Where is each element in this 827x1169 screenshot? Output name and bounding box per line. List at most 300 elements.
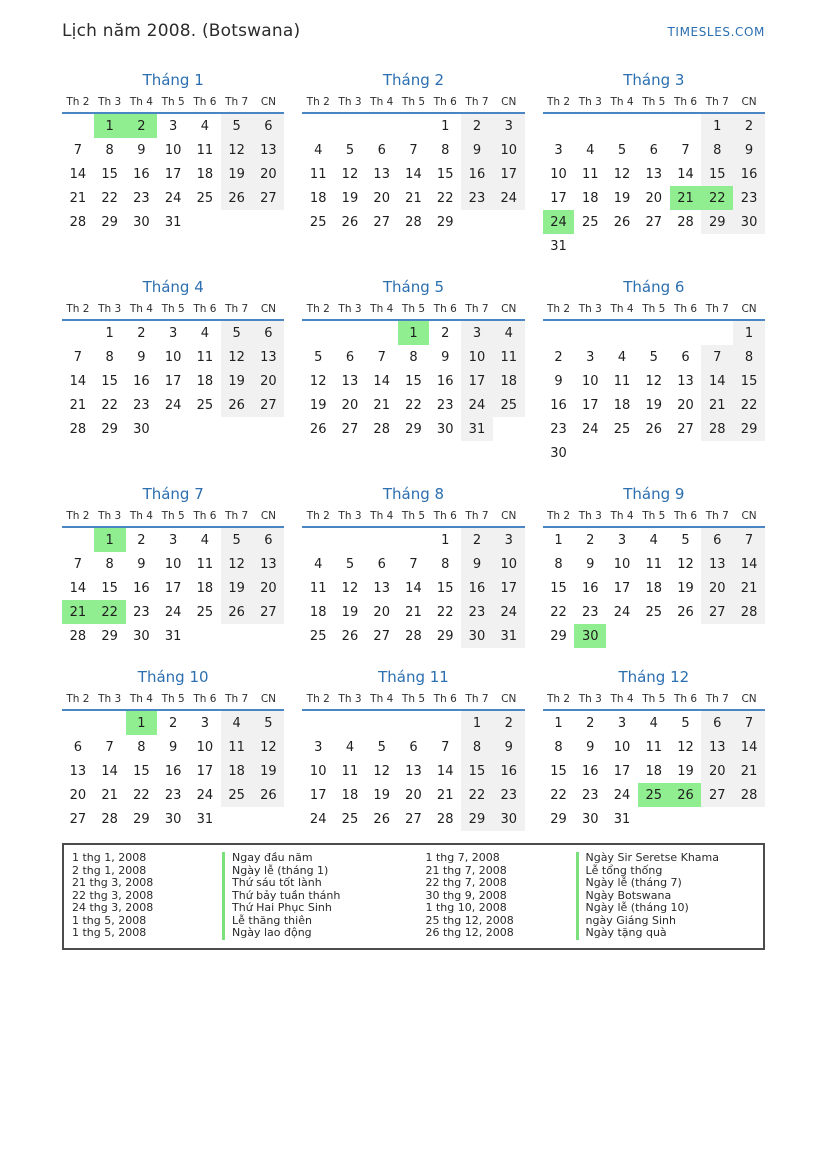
holiday-date: 24 thg 3, 2008 (72, 901, 154, 914)
day-cell: 11 (613, 373, 631, 389)
day-cell: 3 (168, 532, 178, 548)
day-cell: 19 (221, 369, 253, 393)
weekday-header: Th 2 (302, 510, 334, 527)
day-cell: 1 (461, 710, 493, 735)
weekday-header: Th 4 (606, 303, 638, 320)
day-cell: 6 (253, 527, 285, 552)
day-cell: 18 (341, 787, 359, 803)
empty-cell (429, 710, 461, 735)
day-cell: 18 (196, 373, 214, 389)
day-cell: 22 (436, 604, 454, 620)
day-cell: 3 (461, 320, 493, 345)
month-12 (543, 668, 765, 831)
weekday-header: Th 6 (189, 303, 221, 320)
holiday-item (426, 852, 756, 865)
day-cell: 22 (405, 397, 422, 413)
weekday-header: Th 5 (398, 303, 430, 320)
day-cell: 23 (493, 783, 525, 807)
empty-cell (574, 234, 606, 258)
month-8 (302, 485, 524, 648)
weekday-header: Th 5 (157, 693, 189, 710)
day-cell: 2 (461, 527, 493, 552)
month-title: Tháng 8 (382, 485, 445, 503)
day-cell: 18 (221, 759, 253, 783)
day-cell: 27 (701, 600, 733, 624)
day-cell: 12 (221, 138, 253, 162)
day-cell: 24 (493, 600, 525, 624)
day-cell: 15 (133, 763, 150, 779)
day-cell: 20 (69, 787, 87, 803)
day-cell: 27 (645, 214, 663, 230)
weekday-header: Th 3 (94, 510, 126, 527)
day-cell: 21 (62, 600, 94, 624)
day-cell: 25 (221, 783, 253, 807)
day-cell: 13 (701, 552, 733, 576)
weekday-header: Th 5 (157, 510, 189, 527)
day-cell: 9 (733, 138, 765, 162)
month-2 (302, 71, 524, 234)
empty-cell (366, 710, 398, 735)
day-cell: 19 (645, 397, 663, 413)
day-cell: 14 (373, 373, 390, 389)
empty-cell (638, 320, 670, 345)
month-title: Tháng 4 (142, 278, 204, 296)
empty-cell (62, 710, 94, 735)
day-cell: 1 (105, 325, 114, 341)
day-cell: 27 (253, 600, 285, 624)
weekday-header: Th 5 (398, 510, 430, 527)
weekday-header: Th 7 (701, 693, 733, 710)
weekday-header: Th 7 (701, 303, 733, 320)
day-cell: 31 (550, 238, 567, 254)
empty-cell (638, 234, 670, 258)
day-cell: 11 (493, 345, 525, 369)
day-cell: 24 (309, 811, 327, 827)
day-cell: 28 (436, 811, 454, 827)
day-cell: 4 (345, 739, 355, 755)
day-cell: 26 (341, 628, 359, 644)
day-cell: 17 (613, 763, 631, 779)
holiday-date: 25 thg 12, 2008 (425, 913, 514, 927)
day-cell: 11 (196, 142, 214, 158)
day-cell: 12 (221, 345, 253, 369)
day-cell: 23 (461, 600, 493, 624)
empty-cell (670, 113, 702, 138)
day-cell: 14 (69, 373, 87, 389)
day-cell: 20 (253, 369, 285, 393)
day-cell: 11 (645, 739, 663, 755)
day-cell: 15 (405, 373, 422, 389)
day-cell: 8 (733, 345, 765, 369)
empty-cell (334, 113, 366, 138)
day-cell: 27 (69, 811, 87, 827)
day-cell: 25 (638, 783, 670, 807)
day-cell: 5 (221, 320, 253, 345)
weekday-header: Th 3 (334, 96, 366, 113)
day-cell: 17 (493, 162, 525, 186)
weekday-header: CN (493, 693, 525, 710)
day-cell: 9 (137, 142, 146, 158)
day-cell: 8 (441, 142, 450, 158)
empty-cell (701, 320, 733, 345)
empty-cell (670, 441, 702, 465)
empty-cell (302, 710, 334, 735)
day-cell: 26 (341, 214, 359, 230)
day-cell: 5 (314, 349, 323, 365)
empty-cell (302, 527, 334, 552)
day-cell: 11 (341, 763, 359, 779)
empty-cell (221, 807, 253, 831)
day-cell: 21 (701, 393, 733, 417)
weekday-header: Th 4 (126, 693, 158, 710)
day-cell: 18 (645, 763, 663, 779)
day-cell: 28 (69, 628, 87, 644)
day-cell: 15 (701, 162, 733, 186)
weekday-header: Th 3 (574, 510, 606, 527)
day-cell: 10 (550, 166, 567, 182)
day-cell: 19 (253, 759, 285, 783)
empty-cell (606, 113, 638, 138)
day-cell: 8 (105, 349, 114, 365)
day-cell: 12 (613, 166, 631, 182)
day-cell: 28 (69, 214, 87, 230)
weekday-header: Th 3 (334, 303, 366, 320)
day-cell: 29 (436, 628, 454, 644)
day-cell: 8 (441, 556, 450, 572)
month-table (543, 303, 765, 465)
holiday-item (426, 877, 756, 890)
weekday-header: Th 3 (94, 96, 126, 113)
day-cell: 10 (164, 556, 182, 572)
day-cell: 23 (133, 190, 150, 206)
day-cell: 7 (409, 556, 418, 572)
day-cell: 26 (677, 604, 694, 620)
day-cell: 25 (582, 214, 599, 230)
day-cell: 5 (253, 710, 285, 735)
day-cell: 27 (677, 421, 694, 437)
day-cell: 16 (461, 162, 493, 186)
weekday-header: Th 3 (94, 303, 126, 320)
day-cell: 31 (196, 811, 214, 827)
day-cell: 9 (586, 739, 595, 755)
day-cell: 30 (493, 807, 525, 831)
empty-cell (670, 234, 702, 258)
empty-cell (574, 113, 606, 138)
day-cell: 30 (574, 624, 606, 648)
empty-cell (733, 807, 765, 831)
empty-cell (606, 624, 638, 648)
day-cell: 3 (493, 113, 525, 138)
day-cell: 6 (377, 556, 386, 572)
day-cell: 21 (101, 787, 118, 803)
holiday-date: 1 thg 5, 2008 (72, 913, 147, 927)
day-cell: 14 (405, 166, 422, 182)
day-cell: 9 (441, 349, 450, 365)
day-cell: 6 (701, 710, 733, 735)
day-cell: 13 (405, 763, 422, 779)
weekday-header: Th 4 (366, 693, 398, 710)
day-cell: 23 (550, 421, 567, 437)
day-cell: 7 (73, 142, 83, 158)
month-title: Tháng 1 (142, 71, 204, 89)
day-cell: 30 (733, 210, 765, 234)
day-cell: 10 (493, 138, 525, 162)
day-cell: 8 (554, 739, 563, 755)
weekday-header: Th 3 (334, 693, 366, 710)
month-7 (62, 485, 284, 648)
month-table (62, 96, 284, 234)
weekday-header: Th 2 (62, 96, 94, 113)
day-cell: 26 (253, 783, 285, 807)
holiday-name: Thứ sáu tốt lành (222, 877, 322, 890)
weekday-header: Th 5 (638, 303, 670, 320)
day-cell: 19 (373, 787, 390, 803)
day-cell: 24 (613, 787, 631, 803)
empty-cell (189, 210, 221, 234)
empty-cell (701, 624, 733, 648)
day-cell: 20 (701, 576, 733, 600)
day-cell: 22 (94, 600, 126, 624)
day-cell: 5 (345, 556, 355, 572)
day-cell: 6 (345, 349, 355, 365)
day-cell: 31 (613, 811, 631, 827)
day-cell: 20 (341, 397, 359, 413)
weekday-header: Th 5 (638, 510, 670, 527)
empty-cell (733, 441, 765, 465)
day-cell: 11 (196, 349, 214, 365)
day-cell: 23 (733, 186, 765, 210)
day-cell: 4 (493, 320, 525, 345)
weekday-header: Th 3 (574, 96, 606, 113)
day-cell: 6 (377, 142, 386, 158)
day-cell: 19 (309, 397, 327, 413)
day-cell: 24 (493, 186, 525, 210)
day-cell: 25 (196, 604, 214, 620)
weekday-header: Th 7 (701, 510, 733, 527)
day-cell: 24 (164, 190, 182, 206)
empty-cell (638, 113, 670, 138)
month-title: Tháng 9 (623, 485, 685, 503)
day-cell: 13 (677, 373, 694, 389)
day-cell: 17 (493, 576, 525, 600)
day-cell: 21 (69, 397, 87, 413)
day-cell: 5 (617, 142, 627, 158)
day-cell: 27 (253, 393, 285, 417)
day-cell: 12 (645, 373, 663, 389)
day-cell: 25 (613, 421, 631, 437)
day-cell: 29 (733, 417, 765, 441)
day-cell: 12 (341, 580, 359, 596)
weekday-header: Th 4 (366, 96, 398, 113)
day-cell: 12 (677, 556, 694, 572)
empty-cell (733, 624, 765, 648)
weekday-header: CN (253, 303, 285, 320)
day-cell: 29 (101, 214, 118, 230)
weekday-header: Th 2 (302, 96, 334, 113)
weekday-header: Th 2 (302, 303, 334, 320)
day-cell: 14 (436, 763, 454, 779)
day-cell: 27 (701, 783, 733, 807)
weekday-header: Th 3 (334, 510, 366, 527)
day-cell: 3 (617, 532, 627, 548)
day-cell: 20 (701, 759, 733, 783)
day-cell: 13 (645, 166, 663, 182)
day-cell: 15 (101, 373, 118, 389)
day-cell: 25 (645, 604, 663, 620)
weekday-header: Th 2 (62, 693, 94, 710)
month-3 (543, 71, 765, 258)
day-cell: 27 (373, 214, 390, 230)
empty-cell (334, 710, 366, 735)
day-cell: 21 (69, 190, 87, 206)
day-cell: 26 (613, 214, 631, 230)
day-cell: 27 (253, 186, 285, 210)
day-cell: 1 (441, 532, 450, 548)
day-cell: 31 (164, 214, 182, 230)
day-cell: 7 (733, 710, 765, 735)
holiday-date: 21 thg 7, 2008 (425, 863, 507, 877)
day-cell: 13 (341, 373, 359, 389)
day-cell: 13 (701, 735, 733, 759)
day-cell: 16 (133, 166, 150, 182)
weekday-header: Th 3 (574, 303, 606, 320)
day-cell: 29 (436, 214, 454, 230)
day-cell: 7 (681, 142, 690, 158)
day-cell: 6 (253, 113, 285, 138)
day-cell: 12 (341, 166, 359, 182)
day-cell: 17 (582, 397, 599, 413)
day-cell: 28 (373, 421, 390, 437)
day-cell: 14 (69, 166, 87, 182)
day-cell: 8 (554, 556, 563, 572)
weekday-header: Th 7 (221, 96, 253, 113)
day-cell: 4 (649, 715, 658, 731)
empty-cell (253, 417, 285, 441)
day-cell: 12 (221, 552, 253, 576)
day-cell: 25 (196, 190, 214, 206)
day-cell: 5 (221, 527, 253, 552)
day-cell: 27 (373, 628, 390, 644)
day-cell: 18 (613, 397, 631, 413)
weekday-header: CN (733, 510, 765, 527)
day-cell: 30 (133, 421, 150, 437)
empty-cell (334, 320, 366, 345)
day-cell: 2 (554, 349, 563, 365)
day-cell: 8 (105, 556, 114, 572)
day-cell: 9 (461, 552, 493, 576)
weekday-header: Th 5 (157, 303, 189, 320)
weekday-header: CN (733, 303, 765, 320)
weekday-header: CN (253, 510, 285, 527)
day-cell: 17 (164, 373, 182, 389)
day-cell: 21 (405, 190, 422, 206)
day-cell: 25 (309, 628, 327, 644)
holiday-name: Thứ bảy tuần thánh (222, 890, 340, 903)
day-cell: 4 (314, 142, 323, 158)
day-cell: 16 (493, 759, 525, 783)
weekday-header: Th 7 (461, 96, 493, 113)
month-title: Tháng 10 (137, 668, 209, 686)
weekday-header: Th 2 (543, 96, 575, 113)
holiday-item (72, 852, 402, 865)
weekday-header: CN (253, 693, 285, 710)
weekday-header: Th 2 (543, 693, 575, 710)
day-cell: 8 (105, 142, 114, 158)
day-cell: 14 (677, 166, 694, 182)
day-cell: 24 (164, 604, 182, 620)
day-cell: 22 (133, 787, 150, 803)
day-cell: 18 (582, 190, 599, 206)
day-cell: 4 (200, 532, 210, 548)
day-cell: 10 (613, 556, 631, 572)
day-cell: 2 (168, 715, 178, 731)
month-11 (302, 668, 524, 831)
weekday-header: Th 2 (62, 510, 94, 527)
day-cell: 14 (101, 763, 118, 779)
holiday-date: 1 thg 7, 2008 (425, 851, 500, 864)
month-1 (62, 71, 284, 234)
day-cell: 28 (69, 421, 87, 437)
day-cell: 3 (586, 349, 595, 365)
weekday-header: Th 2 (543, 510, 575, 527)
day-cell: 1 (126, 710, 158, 735)
empty-cell (253, 807, 285, 831)
day-cell: 19 (221, 576, 253, 600)
day-cell: 30 (461, 624, 493, 648)
day-cell: 15 (733, 369, 765, 393)
day-cell: 11 (309, 166, 327, 182)
day-cell: 31 (493, 624, 525, 648)
day-cell: 26 (221, 186, 253, 210)
day-cell: 22 (550, 787, 567, 803)
site-link[interactable]: TIMESLES.COM (667, 25, 765, 39)
month-table (543, 510, 765, 648)
weekday-header: CN (253, 96, 285, 113)
day-cell: 24 (196, 787, 214, 803)
day-cell: 7 (73, 556, 83, 572)
holiday-item (426, 902, 756, 915)
day-cell: 19 (613, 190, 631, 206)
holiday-name: Lễ thăng thiên (222, 915, 312, 928)
day-cell: 30 (550, 445, 567, 461)
day-cell: 24 (613, 604, 631, 620)
day-cell: 26 (221, 600, 253, 624)
weekday-header: Th 4 (366, 510, 398, 527)
day-cell: 17 (164, 580, 182, 596)
weekday-header: Th 5 (638, 693, 670, 710)
empty-cell (398, 710, 430, 735)
holiday-name: Ngày Sir Seretse Khama (576, 852, 720, 865)
empty-cell (253, 624, 285, 648)
month-table (302, 303, 524, 441)
day-cell: 20 (253, 576, 285, 600)
day-cell: 5 (681, 532, 690, 548)
day-cell: 24 (543, 210, 575, 234)
weekday-header: Th 6 (670, 303, 702, 320)
day-cell: 30 (436, 421, 454, 437)
empty-cell (221, 417, 253, 441)
day-cell: 20 (645, 190, 663, 206)
day-cell: 3 (493, 527, 525, 552)
day-cell: 29 (405, 421, 422, 437)
day-cell: 28 (405, 214, 422, 230)
day-cell: 26 (670, 783, 702, 807)
day-cell: 4 (200, 325, 210, 341)
day-cell: 10 (613, 739, 631, 755)
holiday-date: 1 thg 10, 2008 (425, 901, 507, 914)
weekday-header: Th 3 (94, 693, 126, 710)
day-cell: 29 (101, 628, 118, 644)
